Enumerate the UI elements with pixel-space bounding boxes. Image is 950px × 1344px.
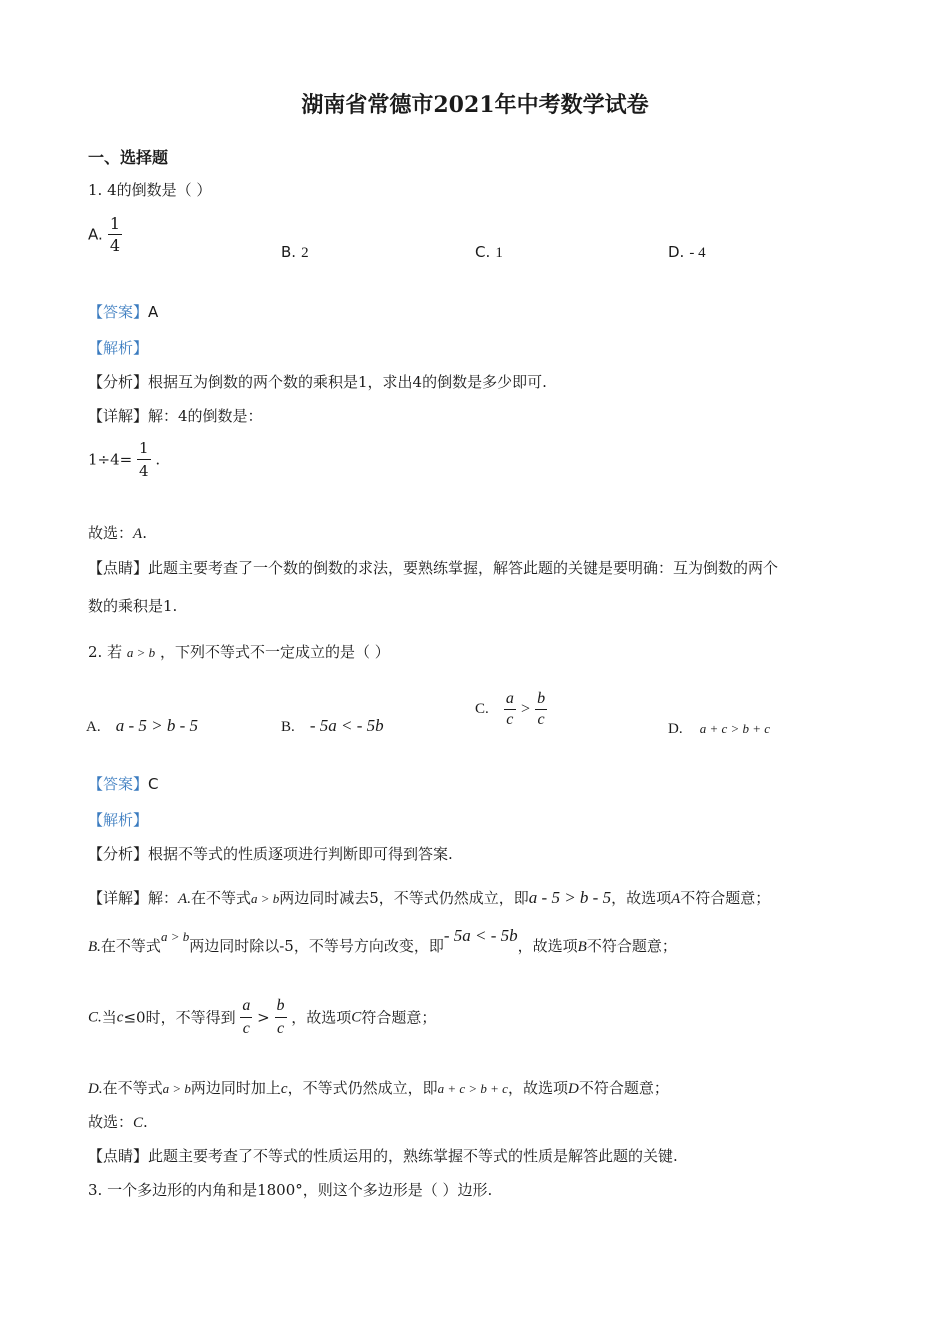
detail-option: C [351, 1009, 362, 1026]
fenxi-tag: 【分析】 [88, 845, 149, 863]
q1-stem: 1. 4的倒数是（ ） [88, 181, 212, 199]
q2-option-c-num1: a [505, 690, 514, 707]
detail-text: ，故选项 [611, 889, 672, 907]
detail-math: a > b [250, 891, 280, 906]
detail-math: a + c > b + c [437, 1081, 508, 1096]
q2-option-b-label: B. [281, 719, 295, 735]
detail-text: 不符合题意； [586, 937, 677, 955]
analysis-tag: 【解析】 [88, 339, 149, 357]
calc-denominator: 4 [137, 459, 151, 481]
fenxi-text: 根据互为倒数的两个数的乘积是1，求出4的倒数是多少即可. [148, 373, 547, 391]
q2-detail-line-c [88, 996, 436, 1039]
q2-option-c-frac2 [535, 690, 547, 729]
detail-option: D [567, 1081, 579, 1097]
detail-option: A [671, 891, 681, 907]
q2-option-d [668, 718, 770, 738]
calc-prefix: 1÷4= [88, 450, 133, 469]
calc-numerator: 1 [139, 439, 149, 457]
xiangjie-tag: 【详解】 [88, 407, 149, 425]
q2-stem-suffix: ，下列不等式不一定成立的是（ ） [159, 643, 390, 661]
q1-option-d-value: - 4 [689, 245, 706, 261]
q2-stem-condition: a > b [126, 645, 156, 660]
analysis-tag: 【解析】 [88, 811, 149, 829]
q2-option-c [475, 690, 547, 729]
q1-option-d [668, 242, 706, 262]
detail-text: ，故选项 [507, 1079, 568, 1097]
detail-text: 两边同时除以-5，不等号方向改变，即 [189, 937, 444, 955]
choose-end: . [142, 524, 147, 542]
detail-num1: a [242, 997, 251, 1014]
detail-math: a - 5 > b - 5 [528, 888, 612, 907]
q1-option-b-label: B. [281, 243, 297, 261]
detail-math: c [116, 1009, 124, 1026]
dianjing-tag: 【点睛】 [88, 559, 149, 577]
q1-option-d-label: D. [668, 243, 685, 261]
q2-stem [88, 642, 390, 663]
detail-option: B. [88, 939, 101, 955]
q2-option-b-expr: - 5a < - 5b [309, 716, 384, 735]
q1-choose [88, 523, 147, 544]
q3-stem: 3. 一个多边形的内角和是1800°，则这个多边形是（ ）边形. [88, 1181, 493, 1199]
detail-text: 在不等式 [102, 1079, 163, 1097]
q2-choose [88, 1112, 148, 1133]
detail-text: 当 [101, 1008, 117, 1027]
q1-option-c-label: C. [475, 243, 491, 261]
detail-option: D. [88, 1081, 103, 1097]
q2-option-c-frac1 [504, 690, 516, 729]
q2-option-c-label: C. [475, 701, 489, 717]
choose-label: 故选： [88, 1113, 134, 1131]
q2-detail-line-d [88, 1078, 669, 1099]
dianjing-tag: 【点睛】 [88, 1147, 149, 1165]
q2-option-c-op: > [520, 700, 530, 718]
detail-math: a > b [160, 929, 190, 944]
detail-text: ，故选项 [291, 1008, 352, 1027]
q2-detail-line-b [88, 926, 677, 957]
q1-option-c [475, 242, 503, 262]
q1-dianjing-line2: 数的乘积是1. [88, 597, 178, 615]
q2-analysis [88, 844, 453, 864]
q1-answer [88, 302, 158, 322]
calc-fraction [137, 438, 151, 481]
q1-option-a-label: A. [88, 225, 103, 244]
q1-option-c-value: 1 [495, 245, 503, 261]
q2-option-a-expr: a - 5 > b - 5 [115, 716, 198, 735]
detail-option: B [577, 939, 587, 955]
choose-label: 故选： [88, 524, 134, 542]
detail-op: > [257, 1008, 270, 1027]
choose-answer: A [133, 526, 143, 542]
answer-tag: 【答案】 [88, 303, 149, 321]
q2-stem-prefix: 2. 若 [88, 643, 123, 661]
q2-dianjing [88, 1146, 678, 1166]
detail-text: ，不等式仍然成立，即 [287, 1079, 438, 1097]
q2-option-d-label: D. [668, 721, 683, 737]
detail-text: 在不等式 [190, 889, 251, 907]
detail-math: c [280, 1081, 288, 1097]
page-title: 湖南省常德市2021年中考数学试卷 [301, 92, 649, 118]
detail-option: A. [178, 891, 191, 907]
detail-fraction-2 [275, 996, 287, 1039]
q2-option-a-label: A. [86, 719, 101, 735]
q1-calculation [88, 438, 160, 481]
q2-option-c-den2: c [535, 709, 547, 729]
detail-text: 解： [148, 889, 179, 907]
answer-value: A [148, 303, 159, 321]
q1-option-a [88, 214, 122, 255]
detail-den2: c [275, 1017, 287, 1039]
q1-analysis [88, 372, 547, 392]
q1-option-b-value: 2 [301, 245, 309, 261]
detail-text: 符合题意； [361, 1008, 437, 1027]
detail-den1: c [240, 1017, 252, 1039]
fenxi-tag: 【分析】 [88, 373, 149, 391]
q1-option-a-fraction [108, 214, 122, 255]
q2-option-d-expr: a + c > b + c [699, 721, 771, 736]
calc-suffix: . [155, 450, 161, 469]
q1-option-a-denominator: 4 [109, 236, 121, 255]
detail-fraction-1 [240, 996, 252, 1039]
q1-option-a-numerator: 1 [109, 214, 121, 233]
q2-option-c-den1: c [504, 709, 516, 729]
q1-detail [88, 406, 263, 426]
detail-math: a > b [162, 1081, 191, 1096]
detail-text: 在不等式 [100, 937, 161, 955]
section-heading: 一、选择题 [88, 148, 169, 167]
q2-option-c-num2: b [537, 690, 546, 707]
detail-text: 两边同时减去5，不等式仍然成立，即 [279, 889, 529, 907]
dianjing-text: 此题主要考查了不等式的性质运用的，熟练掌握不等式的性质是解答此题的关键. [148, 1147, 678, 1165]
q1-option-b [281, 242, 309, 262]
dianjing-text: 此题主要考查了一个数的倒数的求法，要熟练掌握，解答此题的关键是要明确：互为倒数的两个 [148, 559, 779, 577]
detail-text: ≤0时，不等得到 [123, 1008, 236, 1027]
detail-text: 不符合题意； [578, 1079, 669, 1097]
answer-value: C [148, 775, 159, 793]
q2-detail-line-a [88, 888, 770, 909]
q2-option-b [281, 716, 384, 736]
detail-text: 不符合题意； [680, 889, 771, 907]
fenxi-text: 根据不等式的性质逐项进行判断即可得到答案. [148, 845, 453, 863]
detail-text: 两边同时加上 [190, 1079, 281, 1097]
detail-math: - 5a < - 5b [443, 926, 518, 945]
q2-answer [88, 774, 159, 794]
q2-option-a [86, 716, 198, 736]
choose-end: . [143, 1113, 148, 1131]
answer-tag: 【答案】 [88, 775, 149, 793]
detail-option: C. [88, 1009, 102, 1026]
xiangjie-text: 解：4的倒数是： [148, 407, 263, 425]
xiangjie-tag: 【详解】 [88, 889, 149, 907]
detail-num2: b [276, 997, 285, 1014]
choose-answer: C [133, 1115, 144, 1131]
q1-dianjing-line1 [88, 558, 778, 578]
detail-text: ，故选项 [517, 937, 578, 955]
